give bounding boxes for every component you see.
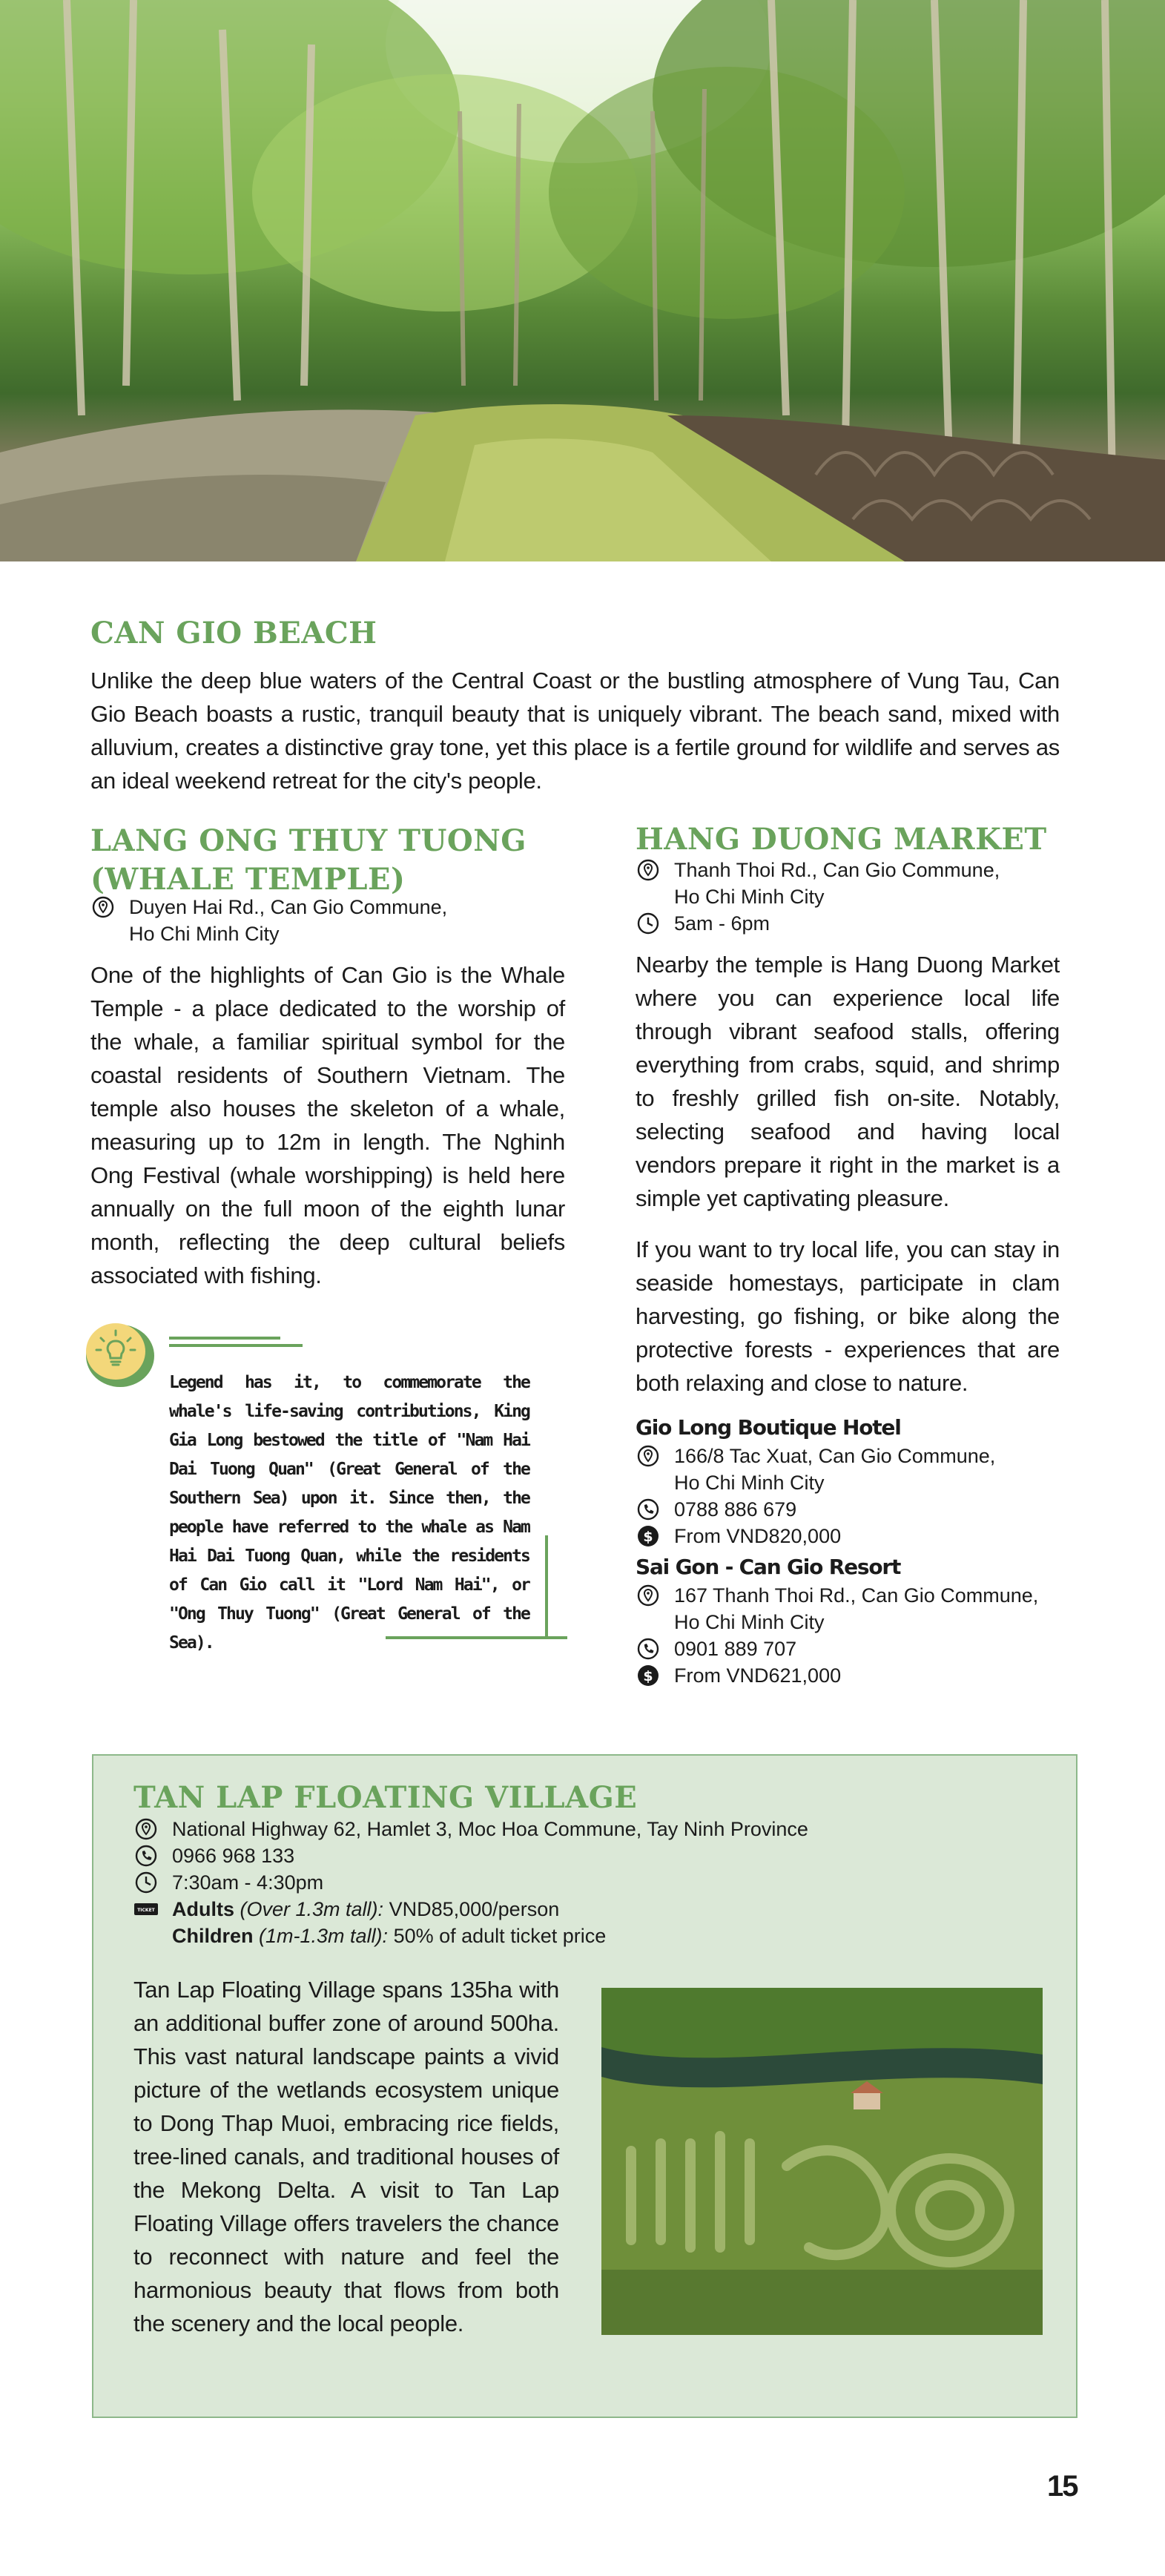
svg-text:$: $ <box>643 1529 653 1545</box>
whale-legend-callout: Legend has it, to commemorate the whale's life-saving contributions, King Gia Long bestowed the title of "Nam Hai Dai Tuong Quan" (Great General of the Southern Sea) upon it. Since then, the people have referred to the whale as Nam Hai Dai Tuong Quan, while the residents of Can Gio call it "Lord Nam Hai", or "Ong Thuy Tuong" (Great General of the Sea). <box>169 1373 529 1653</box>
tan-lap-address-text: National Highway 62, Hamlet 3, Moc Hoa Commune, Tay Ninh Province <box>172 1818 808 1840</box>
whale-temple-title-line1: LANG ONG THUY TUONG <box>90 823 527 858</box>
tan-lap-hours-text: 7:30am - 4:30pm <box>172 1871 324 1894</box>
hang-duong-market-info <box>636 857 1066 937</box>
whale-temple-title-line2: (WHALE TEMPLE) <box>90 862 406 897</box>
svg-text:$: $ <box>643 1668 653 1684</box>
dollar-icon <box>636 1663 661 1688</box>
hotel-address-line1: 167 Thanh Thoi Rd., Can Gio Commune, <box>674 1584 1039 1607</box>
hotel-price <box>636 1662 1066 1689</box>
adults-price: VND85,000/person <box>389 1898 560 1920</box>
children-label: Children <box>172 1925 254 1947</box>
hero-mangrove-photo <box>0 0 1165 561</box>
market-address-line1: Thanh Thoi Rd., Can Gio Commune, <box>674 859 1000 881</box>
tan-lap-info <box>133 1816 912 1949</box>
market-paragraph-2: If you want to try local life, you can stay in seaside homestays, participate in clam harvesting, go fishing, or bike along the protective forests - experiences that are both relaxing and close to nature. <box>636 1236 1060 1396</box>
clock-icon <box>133 1870 159 1895</box>
tan-lap-title: TAN LAP FLOATING VILLAGE <box>133 1780 638 1815</box>
dollar-icon <box>636 1523 661 1549</box>
hotel-address-line2: Ho Chi Minh City <box>674 1472 825 1494</box>
whale-temple-title <box>90 822 565 899</box>
lightbulb-icon <box>83 1319 157 1390</box>
hang-duong-market-description <box>636 948 1060 1400</box>
whale-temple-info <box>90 894 565 947</box>
location-pin-icon <box>133 1816 159 1842</box>
market-address <box>636 857 1066 910</box>
whale-temple-description: One of the highlights of Can Gio is the Whale Temple - a place dedicated to the worship of the whale, a familiar spiritual symbol for the coastal residents of Southern Vietnam. The temple also houses the skeleton of a whale, measuring up to 12m in length. The Nghinh Ong Festival (whale worshipping) is held here annually on the full moon of the eighth lunar month, reflecting the deep cultural beliefs associated with fishing. <box>90 962 565 1288</box>
hotel-phone <box>636 1496 1066 1523</box>
hotel-address-line1: 166/8 Tac Xuat, Can Gio Commune, <box>674 1445 996 1467</box>
tan-lap-tickets <box>133 1896 912 1949</box>
hotel-price-text: From VND820,000 <box>674 1525 842 1547</box>
children-price: 50% of adult ticket price <box>393 1925 607 1947</box>
hotel-price <box>636 1523 1066 1549</box>
location-pin-icon <box>90 895 116 920</box>
hotel-card <box>636 1413 1066 1549</box>
whale-temple-address-line1: Duyen Hai Rd., Can Gio Commune, <box>129 896 448 918</box>
can-gio-beach-title: CAN GIO BEACH <box>90 616 377 650</box>
hotel-name: Sai Gon - Can Gio Resort <box>636 1555 901 1579</box>
children-qualifier: (1m-1.3m tall): <box>259 1925 389 1947</box>
tan-lap-phone-text: 0966 968 133 <box>172 1845 295 1867</box>
whale-temple-address <box>90 894 565 947</box>
market-hours <box>636 910 1066 937</box>
callout-corner-lines <box>386 1535 567 1647</box>
floating-village-aerial-photo <box>601 1988 1043 2335</box>
market-address-line2: Ho Chi Minh City <box>674 886 825 908</box>
phone-icon <box>133 1843 159 1868</box>
hotel-address <box>636 1443 1066 1496</box>
tan-lap-description: Tan Lap Floating Village spans 135ha with an additional buffer zone of around 500ha. This vast natural landscape paints a vivid picture of the wetlands ecosystem unique to Dong Thap Muoi, embracing rice fields, tree-lined canals, and traditional houses of the Mekong Delta. A visit to Tan Lap Floating Village offers travelers the chance to reconnect with nature and feel the harmonious beauty that flows from both the scenery and the local people. <box>133 1977 559 2336</box>
callout-top-lines <box>169 1335 310 1350</box>
hotel-address-line2: Ho Chi Minh City <box>674 1611 825 1633</box>
hotel-price-text: From VND621,000 <box>674 1664 842 1687</box>
mangrove-forest-photo <box>0 0 1165 561</box>
can-gio-beach-description: Unlike the deep blue waters of the Central Coast or the bustling atmosphere of Vung Tau, Can Gio Beach boasts a rustic, tranquil beauty that is uniquely vibrant. The beach sand, mixed with alluvium, creates a distinctive gray tone, yet this place is a fertile ground for wildlife and serves as an ideal weekend retreat for the city's people. <box>90 668 1060 794</box>
hang-duong-market-title: HANG DUONG MARKET <box>636 822 1047 857</box>
hotel-card <box>636 1552 1066 1689</box>
ticket-icon <box>133 1897 159 1922</box>
hotel-address <box>636 1582 1066 1635</box>
hotel-phone-text: 0901 889 707 <box>674 1638 797 1660</box>
clock-icon <box>636 911 661 936</box>
phone-icon <box>636 1636 661 1661</box>
market-paragraph-1: Nearby the temple is Hang Duong Market where you can experience local life through vibrant seafood stalls, offering everything from crabs, squid, and shrimp to freshly grilled fish on-site. Notably, selecting seafood and having local vendors prepare it right in the market is a simple yet captivating pleasure. <box>636 952 1060 1211</box>
adults-qualifier: (Over 1.3m tall): <box>240 1898 384 1920</box>
hotel-phone-text: 0788 886 679 <box>674 1498 797 1521</box>
tan-lap-address <box>133 1816 912 1842</box>
hotel-phone <box>636 1635 1066 1662</box>
phone-icon <box>636 1497 661 1522</box>
tan-lap-hours <box>133 1869 912 1896</box>
location-pin-icon <box>636 1443 661 1469</box>
location-pin-icon <box>636 1583 661 1608</box>
tan-lap-phone <box>133 1842 912 1869</box>
market-hours-text: 5am - 6pm <box>674 912 770 935</box>
page-number: 15 <box>1047 2470 1077 2503</box>
location-pin-icon <box>636 857 661 883</box>
hotel-list <box>636 1413 1066 1689</box>
ticket-icon-label: TICKET <box>137 1908 155 1913</box>
hotel-name: Gio Long Boutique Hotel <box>636 1415 901 1440</box>
adults-label: Adults <box>172 1898 234 1920</box>
whale-temple-address-line2: Ho Chi Minh City <box>129 923 280 945</box>
